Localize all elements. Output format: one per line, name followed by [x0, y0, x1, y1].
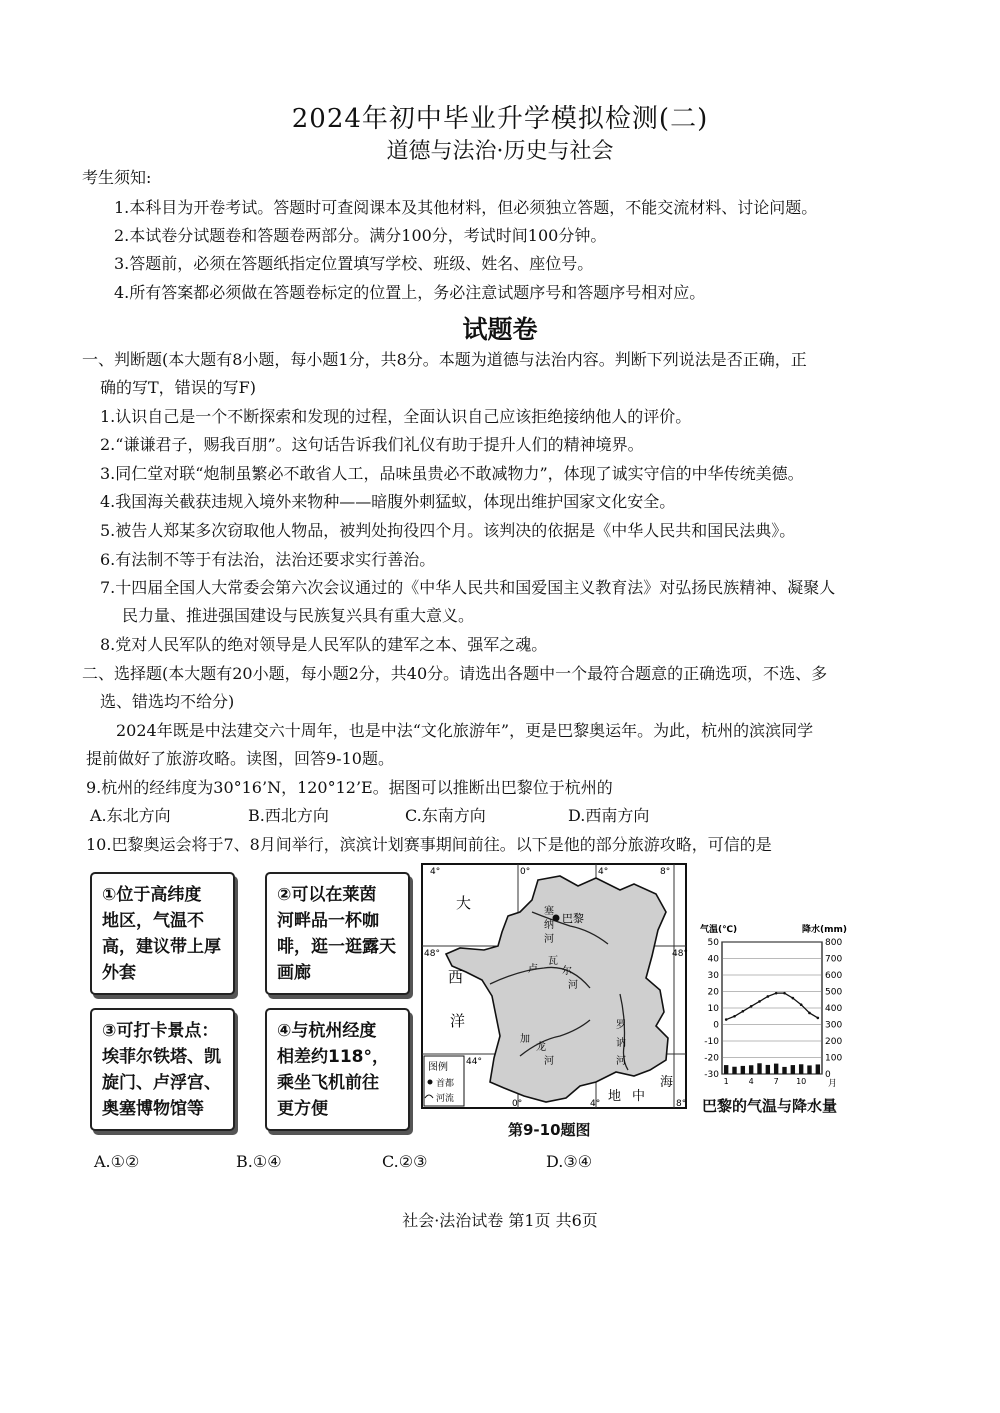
tip-card-3-line: 埃菲尔铁塔、凯: [102, 1047, 221, 1067]
temp-point: [725, 1018, 728, 1021]
temp-tick-label: -30: [704, 1070, 719, 1080]
legend-river: 河流: [436, 1094, 455, 1104]
map-tick: 8°: [660, 867, 671, 877]
capital-legend-icon: [428, 1080, 433, 1085]
map-label: 河: [544, 934, 554, 945]
temp-tick-label: 0: [713, 1020, 719, 1031]
tip-card-4: [265, 1008, 410, 1131]
temp-point: [742, 1010, 745, 1013]
temp-tick-label: 50: [707, 938, 719, 948]
map-label: 罗: [616, 1020, 626, 1031]
map-label: 河: [568, 980, 578, 991]
map-label: 地: [608, 1089, 622, 1104]
month-tick-label: 10: [796, 1077, 807, 1086]
precip-bar: [791, 1065, 795, 1074]
tip-card-2-line: 啡，逛一逛露天: [277, 937, 396, 957]
tip-card-3-line: 奥塞博物馆等: [102, 1099, 204, 1119]
precip-bar: [799, 1064, 803, 1074]
map-label: 河: [616, 1056, 626, 1067]
map-tick: 48°: [424, 949, 440, 959]
temp-point: [817, 1017, 820, 1020]
tip-card-1: [90, 872, 235, 995]
question-9-option-d: D.西南方向: [568, 806, 650, 825]
temp-point: [750, 1005, 753, 1008]
precip-bar: [724, 1065, 728, 1074]
map-label: 尔: [562, 966, 572, 977]
question-6: 6.有法制不等于有法治，法治还要求实行善治。: [100, 550, 436, 569]
chart-xlabel: 月: [828, 1079, 838, 1089]
paper-title: 试题卷: [462, 315, 538, 344]
question-4: 4.我国海关截获违规入境外来物种——暗腹外刺猛蚁，体现出维护国家文化安全。: [100, 492, 676, 511]
map-label: 海: [660, 1075, 674, 1090]
chart-ylabel-left: 气温(℃): [700, 925, 738, 935]
question-3: 3.同仁堂对联“炮制虽繁必不敢省人工，品味虽贵必不敢减物力”，体现了诚实守信的中华传统美德。: [100, 464, 804, 483]
question-10-option-b: B.①④: [236, 1152, 282, 1171]
legend-title: 图例: [428, 1062, 448, 1073]
map-tick: 4°: [598, 867, 609, 877]
map-label: 纳: [544, 920, 554, 931]
map-label: 西: [448, 968, 464, 986]
map-label: 洋: [450, 1012, 466, 1030]
tip-card-1-line: 地区，气温不: [102, 911, 204, 931]
part2-heading-line1: 二、选择题(本大题有20小题，每小题2分，共40分。请选出各题中一个最符合题意的正确选项，不选、多: [82, 664, 828, 683]
tip-card-3: [90, 1008, 235, 1131]
page-footer: 社会·法治试卷 第1页 共6页: [402, 1211, 598, 1230]
map-tick: 0°: [520, 867, 531, 877]
map-label: 塞: [544, 906, 554, 917]
part2-intro-line2: 提前做好了旅游攻略。读图，回答9-10题。: [86, 749, 394, 768]
map-tick: 4°: [590, 1099, 601, 1109]
map-label: 卢: [528, 964, 538, 975]
temp-point: [783, 992, 786, 995]
tip-card-3-line: ③可打卡景点：: [102, 1021, 219, 1041]
temp-point: [758, 1000, 761, 1003]
map-tick: 0°: [512, 1099, 523, 1109]
question-8: 8.党对人民军队的绝对领导是人民军队的建军之本、强军之魂。: [100, 635, 548, 654]
temp-tick-label: -20: [704, 1053, 719, 1064]
map-label-paris: 巴黎: [562, 912, 584, 925]
tip-card-2-line: 画廊: [277, 963, 311, 983]
question-7-line1: 7.十四届全国人大常委会第六次会议通过的《中华人民共和国爱国主义教育法》对弘扬民族精神、凝聚人: [100, 578, 836, 597]
precip-tick-label: 700: [825, 954, 843, 965]
tip-card-2: [265, 872, 410, 995]
tip-card-2-line: ②可以在莱茵: [277, 885, 377, 905]
temp-tick-label: 10: [707, 1004, 719, 1014]
precip-bar: [782, 1067, 786, 1074]
map-label: 讷: [616, 1038, 626, 1049]
precip-tick-label: 0: [825, 1070, 831, 1080]
exam-subtitle: 道德与法治·历史与社会: [386, 139, 614, 164]
precip-bar: [757, 1063, 761, 1074]
precip-bar: [741, 1066, 745, 1074]
question-9-option-a: A.东北方向: [90, 806, 171, 825]
notice-item-1: 1.本科目为开卷考试。答题时可查阅课本及其他材料，但必须独立答题，不能交流材料、讨论问题。: [114, 198, 818, 217]
map-label: 中: [632, 1089, 646, 1104]
tip-card-1-line: 外套: [102, 963, 136, 983]
precip-tick-label: 300: [825, 1020, 843, 1031]
notice-item-3: 3.答题前，必须在答题纸指定位置填写学校、班级、姓名、座位号。: [114, 254, 594, 273]
map-label: 加: [520, 1034, 530, 1045]
precip-bar: [749, 1065, 753, 1074]
tip-card-4-line: ④与杭州经度: [277, 1021, 377, 1041]
temp-tick-label: 40: [707, 954, 719, 965]
tip-card-4-line: 相差约118°，: [277, 1047, 389, 1067]
part2-heading-line2: 选、错选均不给分): [100, 692, 235, 711]
precip-tick-label: 500: [825, 987, 843, 998]
map-tick: 4°: [430, 867, 441, 877]
month-tick-label: 1: [723, 1077, 729, 1086]
question-2: 2.“谦谦君子，赐我百朋”。这句话告诉我们礼仪有助于提升人们的精神境界。: [100, 435, 644, 454]
temp-point: [800, 1003, 803, 1006]
legend-capital: 首都: [436, 1079, 455, 1089]
precip-bar: [732, 1067, 736, 1074]
climate-chart: [694, 920, 864, 1120]
temp-tick-label: 30: [707, 971, 719, 981]
chart-title: 巴黎的气温与降水量: [702, 1097, 838, 1115]
notice-item-2: 2.本试卷分试题卷和答题卷两部分。满分100分，考试时间100分钟。: [114, 226, 607, 245]
map-label: 大: [456, 894, 472, 912]
precip-bar: [807, 1065, 811, 1074]
month-tick-label: 4: [748, 1077, 754, 1086]
part2-intro-line1: 2024年既是中法建交六十周年，也是中法“文化旅游年”，更是巴黎奥运年。为此，杭州的滨滨同学: [116, 721, 814, 740]
map-tick: 48°: [672, 949, 688, 959]
tip-card-4-line: 更方便: [277, 1099, 328, 1119]
temp-point: [775, 992, 778, 995]
part1-heading-line2: 确的写T，错误的写F): [100, 378, 257, 397]
question-9: 9.杭州的经纬度为30°16’N，120°12’E。据图可以推断出巴黎位于杭州的: [86, 778, 613, 797]
question-10: 10.巴黎奥运会将于7、8月间举行，滨滨计划赛事期间前往。以下是他的部分旅游攻略，可信的是: [86, 835, 772, 854]
temp-point: [767, 995, 770, 998]
temperature-line: [726, 993, 818, 1019]
precip-tick-label: 400: [825, 1004, 843, 1014]
map-tick: 8°: [676, 1099, 687, 1109]
tip-card-2-line: 河畔品一杯咖: [277, 911, 379, 931]
notice-item-4: 4.所有答案都必须做在答题卷标定的位置上，务必注意试题序号和答题序号相对应。: [114, 283, 706, 302]
chart-ylabel-right: 降水(mm): [802, 925, 847, 935]
question-10-option-d: D.③④: [546, 1152, 593, 1171]
map-tick: 44°: [466, 1057, 482, 1067]
tip-card-1-line: 高，建议带上厚: [102, 937, 221, 957]
map-label: 瓦: [548, 956, 558, 967]
question-5: 5.被告人郑某多次窃取他人物品，被判处拘役四个月。该判决的依据是《中华人民共和国民法典》。: [100, 521, 796, 540]
temp-point: [733, 1015, 736, 1018]
map-label: 龙: [536, 1042, 546, 1053]
tip-card-3-line: 旋门、卢浮宫、: [102, 1073, 221, 1093]
precip-tick-label: 200: [825, 1037, 843, 1047]
part1-heading-line1: 一、判断题(本大题有8小题，每小题1分，共8分。本题为道德与法治内容。判断下列说法是否正确，正: [82, 350, 807, 369]
question-9-option-b: B.西北方向: [248, 806, 329, 825]
precip-bar: [774, 1064, 778, 1074]
exam-title: 2024年初中毕业升学模拟检测(二): [291, 104, 709, 134]
tip-card-4-line: 乘坐飞机前往: [277, 1073, 379, 1093]
temp-tick-label: -10: [704, 1037, 719, 1047]
temp-tick-label: 20: [707, 987, 719, 998]
tip-card-1-line: ①位于高纬度: [102, 885, 202, 905]
precip-tick-label: 800: [825, 938, 843, 948]
notice-heading: 考生须知:: [82, 168, 152, 187]
month-tick-label: 7: [773, 1077, 779, 1086]
map-caption: 第9-10题图: [508, 1121, 591, 1139]
temp-point: [792, 997, 795, 1000]
question-9-option-c: C.东南方向: [405, 806, 486, 825]
question-7-line2: 民力量、推进强国建设与民族复兴具有重大意义。: [122, 606, 475, 625]
france-map: [420, 860, 690, 1116]
question-1: 1.认识自己是一个不断探索和发现的过程，全面认识自己应该拒绝接纳他人的评价。: [100, 407, 692, 426]
precip-tick-label: 600: [825, 971, 843, 981]
precip-bar: [816, 1064, 820, 1074]
question-10-option-a: A.①②: [94, 1152, 140, 1171]
precip-tick-label: 100: [825, 1053, 843, 1064]
temp-point: [808, 1012, 811, 1015]
precip-bar: [766, 1065, 770, 1074]
map-label: 河: [544, 1056, 554, 1067]
question-10-option-c: C.②③: [382, 1152, 428, 1171]
